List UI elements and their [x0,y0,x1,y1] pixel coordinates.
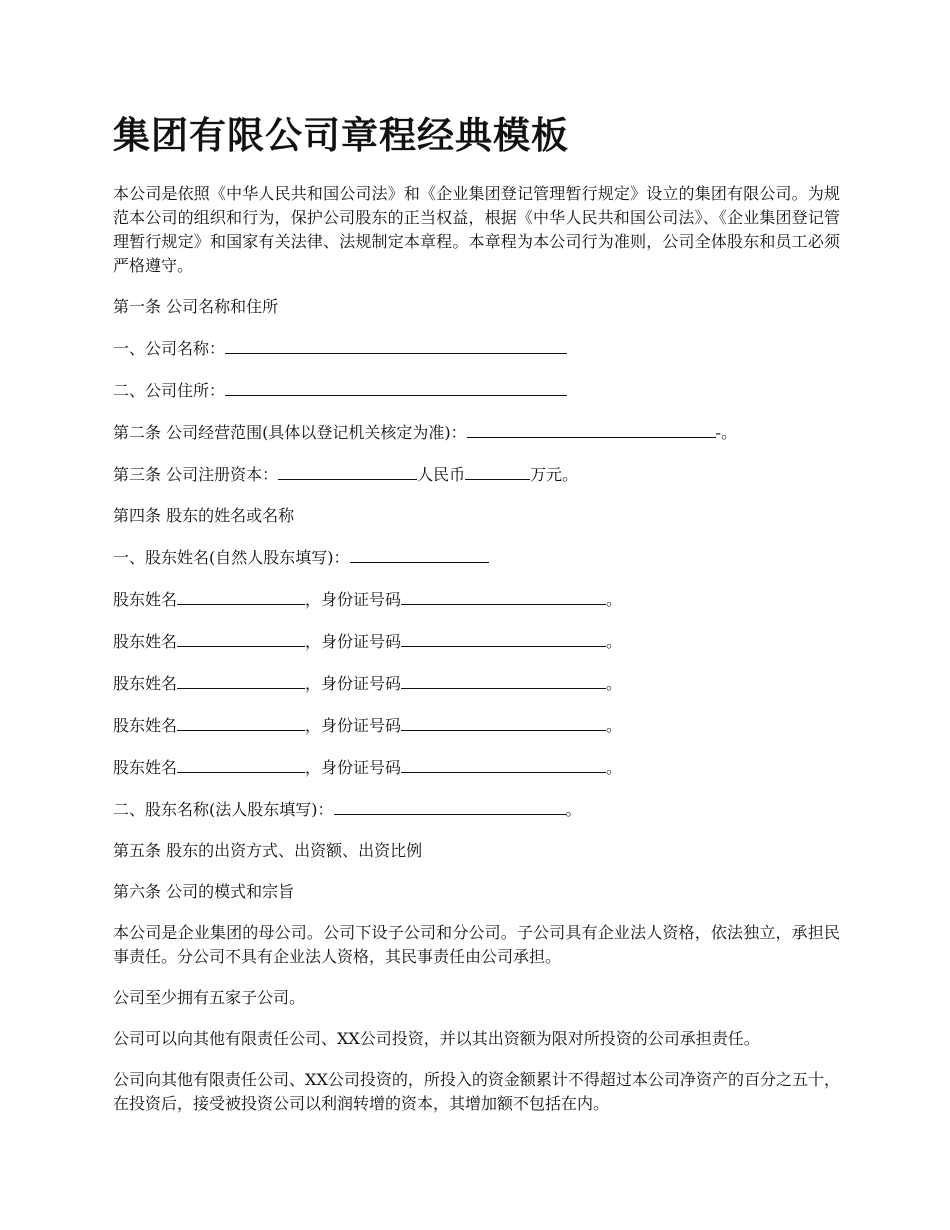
legal-shareholder-end: 。 [565,800,582,819]
business-scope-label: 第二条 公司经营范围(具体以登记机关核定为准)： [113,423,467,442]
id-number-blank [401,671,606,689]
company-address-label: 二、公司住所： [113,381,226,400]
article-5-heading: 第五条 股东的出资方式、出资额、出资比例 [113,841,423,860]
row-end: 。 [606,716,623,735]
id-number-label: ，身份证号码 [305,716,402,735]
article-2-line [113,420,840,445]
document-page [113,112,840,1133]
document-title: 集团有限公司章程经典模板 [113,114,569,157]
id-number-label: ，身份证号码 [305,758,402,777]
company-address-line [113,378,840,403]
intro-paragraph: 本公司是依照《中华人民共和国公司法》和《企业集团登记管理暂行规定》设立的集团有限公司。为规范本公司的组织和行为，保护公司股东的正当权益，根据《中华人民共和国公司法》、《企业集团登记管理暂行规定》和国家有关法律、法规制定本章程。本章程为本公司行为准则，公司全体股东和员工必须严格遵守。 [113,184,840,275]
id-number-blank [401,587,606,605]
shareholder-name-blank [177,587,305,605]
article-6-paragraph: 公司可以向其他有限责任公司、XX公司投资，并以其出资额为限对所投资的公司承担责任。 [113,1029,760,1048]
shareholder-row [113,671,840,696]
id-number-blank [401,713,606,731]
shareholder-name-label: 股东姓名 [113,758,178,777]
shareholder-name-blank [177,671,305,689]
article-6-paragraph: 公司至少拥有五家子公司。 [113,988,306,1007]
legal-shareholder-label: 二、股东名称(法人股东填写)： [113,800,334,819]
shareholder-row [113,755,840,780]
natural-shareholder-blank [350,545,489,563]
article-6-paragraph: 本公司是企业集团的母公司。公司下设子公司和分公司。子公司具有企业法人资格，依法独立，承担民事责任。分公司不具有企业法人资格，其民事责任由公司承担。 [113,923,840,966]
article-1-heading: 第一条 公司名称和住所 [113,297,279,316]
row-end: 。 [606,590,623,609]
row-end: 。 [606,758,623,777]
natural-shareholder-label: 一、股东姓名(自然人股东填写)： [113,548,350,567]
shareholder-row [113,629,840,654]
capital-unit: 万元。 [530,465,579,484]
article-3-line [113,462,840,487]
shareholder-name-blank [177,755,305,773]
shareholder-name-label: 股东姓名 [113,674,178,693]
registered-capital-label: 第三条 公司注册资本： [113,465,279,484]
company-address-blank [225,378,567,396]
currency-label: 人民币 [417,465,466,484]
legal-shareholder-line [113,797,840,822]
company-name-label: 一、公司名称： [113,339,226,358]
article-6-heading: 第六条 公司的模式和宗旨 [113,882,295,901]
business-scope-blank [467,420,716,438]
shareholder-row [113,713,840,738]
article-4-heading: 第四条 股东的姓名或名称 [113,506,295,525]
id-number-label: ，身份证号码 [305,590,402,609]
natural-shareholder-line [113,545,840,570]
shareholder-name-label: 股东姓名 [113,632,178,651]
row-end: 。 [606,674,623,693]
shareholder-row [113,587,840,612]
id-number-blank [401,755,606,773]
article-6-paragraph: 公司向其他有限责任公司、XX公司投资的，所投入的资金额累计不得超过本公司净资产的百分之五十，在投资后，接受被投资公司以利润转增的资本，其增加额不包括在内。 [113,1070,840,1113]
company-name-line [113,336,840,361]
legal-shareholder-blank [334,797,566,815]
capital-amount-blank [465,462,530,480]
shareholder-name-blank [177,713,305,731]
id-number-label: ，身份证号码 [305,674,402,693]
row-end: 。 [606,632,623,651]
shareholder-name-label: 股东姓名 [113,716,178,735]
business-scope-suffix: -。 [715,423,737,442]
id-number-blank [401,629,606,647]
company-name-blank [225,336,567,354]
registered-capital-blank [278,462,417,480]
shareholder-name-blank [177,629,305,647]
id-number-label: ，身份证号码 [305,632,402,651]
shareholder-name-label: 股东姓名 [113,590,178,609]
